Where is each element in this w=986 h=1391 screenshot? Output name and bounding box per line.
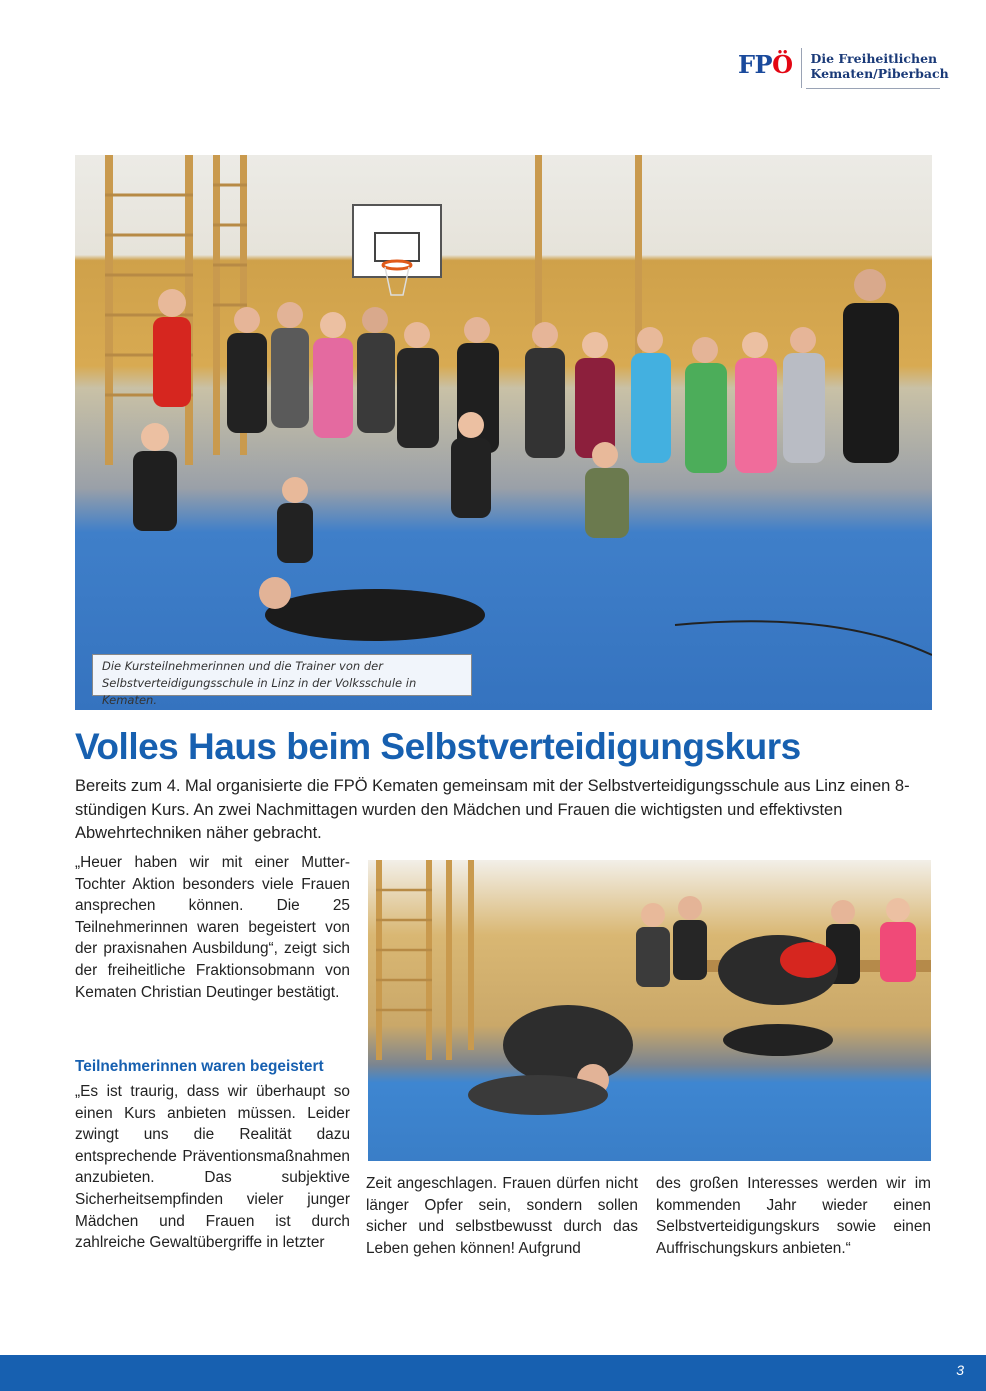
logo-line-2: Kematen/Piberbach	[810, 66, 949, 81]
article-subheading: Teilnehmerinnen waren begeistert	[75, 1058, 324, 1075]
fpo-logo	[738, 48, 949, 88]
body-paragraph-2: „Es ist traurig, dass wir überhaupt so einen Kurs anbieten müssen. Leider zwingt uns die Realität dazu entsprechende Präventionsmaßnahmen anzubieten. Das subjektive Sicherheitsempfinden vieler junger Mädchen und Frauen ist durch zahlreiche Gewaltübergriffe in letzter	[75, 1083, 350, 1252]
group-photo	[75, 155, 932, 710]
photo-caption-line-1: Die Kursteilnehmerinnen und die Trainer von der	[102, 659, 383, 673]
logo-divider	[801, 48, 802, 88]
page-number: 3	[956, 1362, 964, 1378]
body-paragraph-1: „Heuer haben wir mit einer Mutter-Tochter Aktion besonders viele Frauen ansprechen können. Die 25 Teilnehmerinnen waren begeistert von der praxisnahen Ausbildung“, zeigt sich der freiheitliche Fraktionsobmann von Kematen Christian Deutinger bestätigt.	[75, 854, 350, 1001]
body-paragraph-4: des großen Interesses werden wir im kommenden Jahr wieder einen Selbstverteidigungskurs sowie einen Auffrischungskurs anbieten.“	[656, 1175, 931, 1257]
training-photo	[368, 860, 931, 1161]
article-lead: Bereits zum 4. Mal organisierte die FPÖ Kematen gemeinsam mit der Selbstverteidigungsschule aus Linz einen 8-stündigen Kurs. An zwei Nachmittagen wurden den Mädchen und Frauen die wichtigsten und effektivsten Abwehrtechniken näher gebracht.	[75, 777, 910, 842]
logo-underline	[806, 88, 940, 89]
logo-line-1: Die Freiheitlichen	[810, 51, 938, 66]
photo-caption-line-2: Selbstverteidigungsschule in Linz in der Volksschule in Kematen.	[102, 676, 417, 707]
group-photo-illustration	[75, 155, 932, 710]
photo-caption	[92, 654, 472, 707]
body-paragraph-3: Zeit angeschlagen. Frauen dürfen nicht länger Opfer sein, sondern sollen sicher und selbstbewusst durch das Leben gehen können! Aufgrund	[366, 1175, 638, 1257]
footer-bar	[0, 1355, 986, 1391]
article-headline: Volles Haus beim Selbstverteidigungskurs	[75, 726, 801, 767]
training-photo-illustration	[368, 860, 931, 1161]
logo-text	[811, 51, 949, 81]
fpo-logo-mark: FPÖ	[738, 50, 793, 79]
